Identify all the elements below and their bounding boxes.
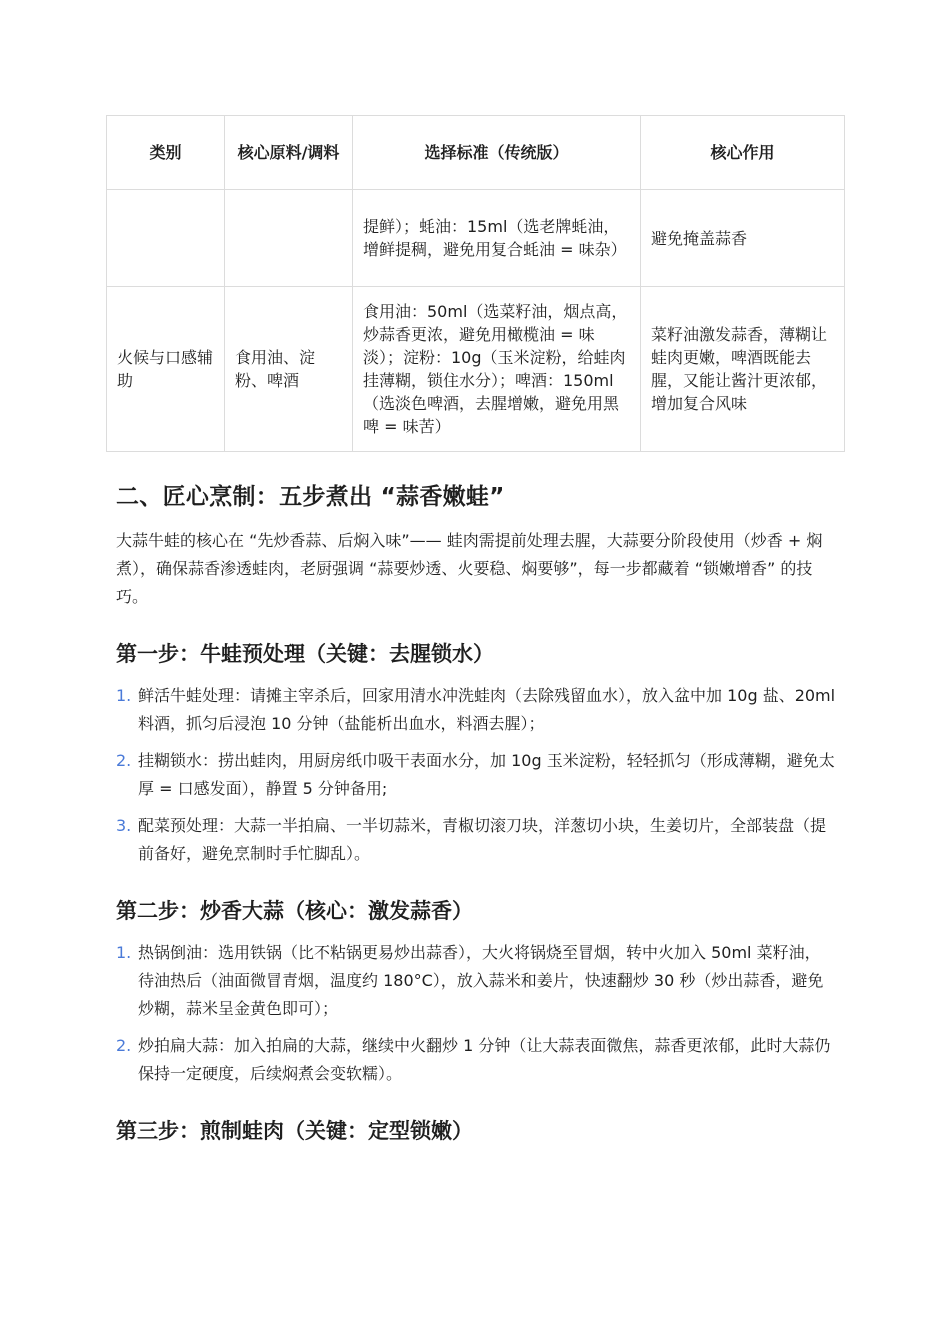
- list-item: [116, 939, 836, 1023]
- cell-ingredients: [225, 190, 353, 287]
- list-item-number: 2.: [116, 1036, 132, 1055]
- step1-list: [116, 682, 836, 868]
- header-effect: 核心作用: [641, 116, 845, 190]
- cell-effect: 避免掩盖蒜香: [641, 190, 845, 287]
- step2-title: 第二步：炒香大蒜（核心：激发蒜香）: [116, 899, 473, 923]
- step2-heading-block: [116, 897, 836, 925]
- cell-ingredients: 食用油、淀粉、啤酒: [225, 287, 353, 452]
- list-item: [116, 812, 836, 868]
- list-item-number: 1.: [116, 943, 132, 962]
- cell-category: 火候与口感辅助: [107, 287, 225, 452]
- step3-heading-block: [116, 1117, 836, 1145]
- header-category: 类别: [107, 116, 225, 190]
- list-item: [116, 747, 836, 803]
- list-item-number: 3.: [116, 816, 132, 835]
- list-item-text: 配菜预处理：大蒜一半拍扁、一半切蒜米，青椒切滚刀块，洋葱切小块，生姜切片，全部装盘（提前备好，避免烹制时手忙脚乱）。: [138, 816, 827, 863]
- step1-heading-block: [116, 640, 836, 668]
- table-row: [107, 287, 845, 452]
- table-header-row: [107, 116, 845, 190]
- step1-list-block: [116, 682, 836, 877]
- list-item: [116, 682, 836, 738]
- section-heading-block: [116, 482, 836, 512]
- list-item-number: 2.: [116, 751, 132, 770]
- cell-standard: 提鲜）；蚝油：15ml（选老牌蚝油，增鲜提稠，避免用复合蚝油 = 味杂）: [353, 190, 641, 287]
- step3-title: 第三步：煎制蛙肉（关键：定型锁嫩）: [116, 1119, 473, 1143]
- section-title: 二、匠心烹制：五步煮出 “蒜香嫩蛙”: [116, 484, 505, 510]
- section-intro: 大蒜牛蛙的核心在 “先炒香蒜、后焖入味”—— 蛙肉需提前处理去腥，大蒜要分阶段使用（炒香 + 焖煮），确保蒜香渗透蛙肉，老厨强调 “蒜要炒透、火要稳、焖要够”，每一步都藏着 “锁嫩增香” 的技巧。: [116, 531, 823, 606]
- step1-title: 第一步：牛蛙预处理（关键：去腥锁水）: [116, 642, 494, 666]
- cell-standard: 食用油：50ml（选菜籽油，烟点高，炒蒜香更浓，避免用橄榄油 = 味淡）；淀粉：10g（玉米淀粉，给蛙肉挂薄糊，锁住水分）；啤酒：150ml（选淡色啤酒，去腥增嫩，避免用黑啤 = 味苦）: [353, 287, 641, 452]
- step2-list-block: [116, 939, 836, 1097]
- ingredients-table: [106, 115, 845, 452]
- list-item-text: 热锅倒油：选用铁锅（比不粘锅更易炒出蒜香），大火将锅烧至冒烟，转中火加入 50ml 菜籽油，待油热后（油面微冒青烟，温度约 180°C），放入蒜米和姜片，快速翻炒 30 秒（炒出蒜香，避免炒糊，蒜米呈金黄色即可）；: [138, 943, 824, 1018]
- list-item-text: 炒拍扁大蒜：加入拍扁的大蒜，继续中火翻炒 1 分钟（让大蒜表面微焦，蒜香更浓郁，此时大蒜仍保持一定硬度，后续焖煮会变软糯）。: [138, 1036, 831, 1083]
- table-row: [107, 190, 845, 287]
- list-item-text: 鲜活牛蛙处理：请摊主宰杀后，回家用清水冲洗蛙肉（去除残留血水），放入盆中加 10g 盐、20ml 料酒，抓匀后浸泡 10 分钟（盐能析出血水，料酒去腥）；: [138, 686, 836, 733]
- list-item-number: 1.: [116, 686, 132, 705]
- header-standard: 选择标准（传统版）: [353, 116, 641, 190]
- step2-list: [116, 939, 836, 1088]
- section-intro-block: [116, 527, 836, 611]
- cell-category: [107, 190, 225, 287]
- list-item-text: 挂糊锁水：捞出蛙肉，用厨房纸巾吸干表面水分，加 10g 玉米淀粉，轻轻抓匀（形成薄糊，避免太厚 = 口感发面），静置 5 分钟备用;: [138, 751, 835, 798]
- header-ingredients: 核心原料/调料: [225, 116, 353, 190]
- cell-effect: 菜籽油激发蒜香，薄糊让蛙肉更嫩，啤酒既能去腥，又能让酱汁更浓郁，增加复合风味: [641, 287, 845, 452]
- list-item: [116, 1032, 836, 1088]
